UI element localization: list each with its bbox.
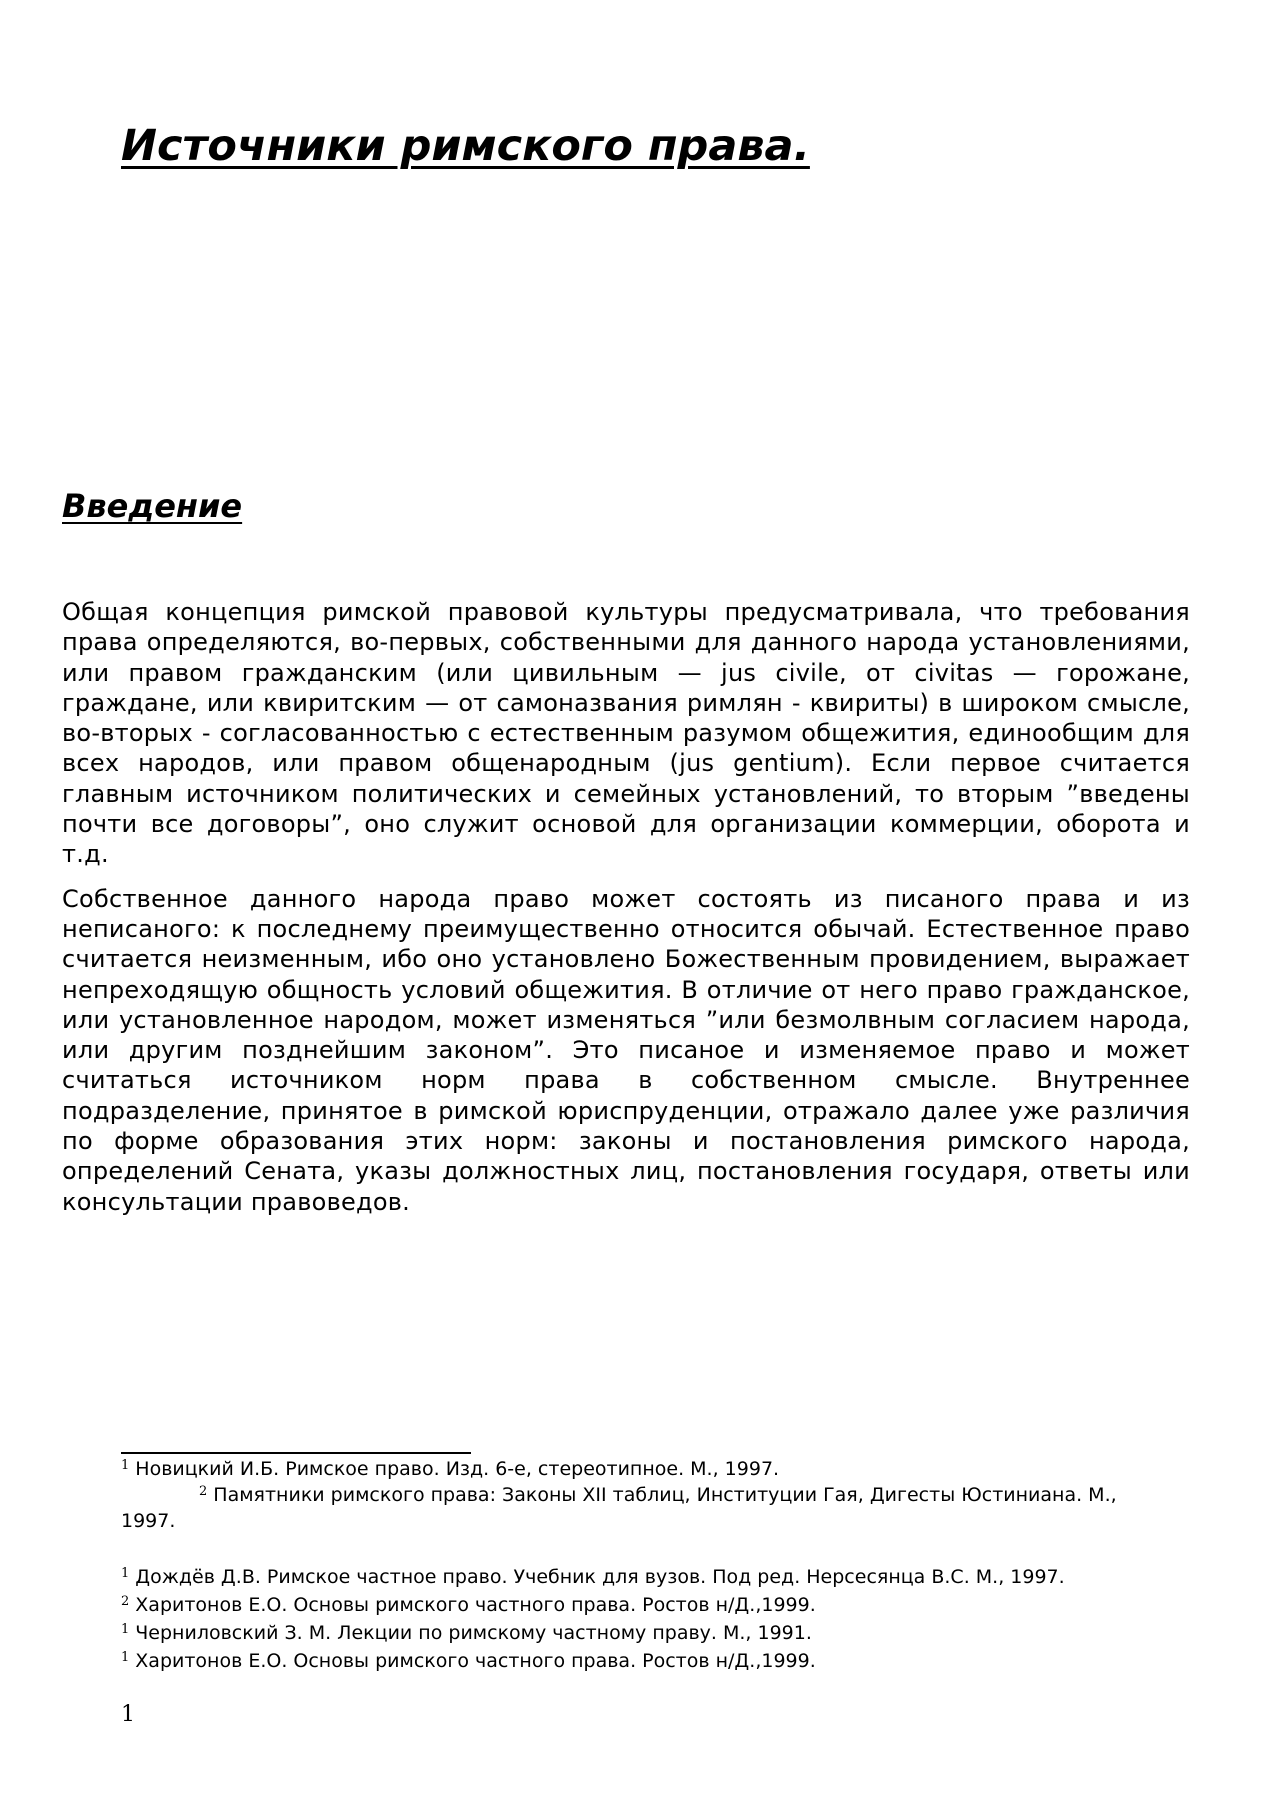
paragraph: Общая концепция римской правовой культуры предусматривала, что требования права определяются, во-первых, собственными для данного народа установлениями, или правом гражданским (или цивильным — jus civile, от civitas — горожане, граждане, или квиритским — от самоназвания римлян - квириты) в широком смысле, во-вторых - согласованностью с естественным разумом общежития, единообщим для всех народов, или правом общенародным (jus gentium). Если первое считается главным источником политических и семейных установлений, то вторым ”введены почти все договоры”, оно служит основой для организации коммерции, оборота и т.д.: [62, 598, 1190, 869]
footnote-text: Харитонов Е.О. Основы римского частного права. Ростов н/Д.,1999.: [135, 1650, 816, 1672]
footnote-gap: [121, 1534, 1131, 1564]
footnote: [121, 1592, 1131, 1618]
footnote-text: Черниловский З. М. Лекции по римскому частному праву. М., 1991.: [135, 1622, 812, 1644]
section-heading-introduction: Введение: [62, 487, 243, 525]
footnote-text: Памятники римского права: Законы XII таблиц, Институции Гая, Дигесты Юстиниана. М., 1997.: [121, 1484, 1117, 1532]
footnotes: [121, 1456, 1131, 1676]
footnote-marker: 1: [121, 1458, 130, 1473]
footnote-text: Дождёв Д.В. Римское частное право. Учебник для вузов. Под ред. Нерсесянца В.С. М., 1997.: [135, 1566, 1065, 1588]
footnote-text: Харитонов Е.О. Основы римского частного права. Ростов н/Д.,1999.: [135, 1594, 816, 1616]
footnote-separator: [121, 1452, 471, 1454]
footnote: [121, 1482, 1131, 1534]
footnote-marker: 1: [121, 1566, 130, 1581]
document-title: Источники римского права.: [121, 121, 810, 171]
footnote: [121, 1456, 1131, 1482]
footnote-marker: 1: [121, 1650, 130, 1665]
page-number: 1: [121, 1702, 135, 1727]
footnote: [121, 1648, 1131, 1674]
footnote-marker: 2: [121, 1594, 130, 1609]
footnote-marker: 1: [121, 1622, 130, 1637]
body-text: [62, 597, 1190, 1231]
paragraph: Собственное данного народа право может состоять из писаного права и из неписаного: к последнему преимущественно относится обычай. Естественное право считается неизменным, ибо оно установлено Божественным провидением, выражает непреходящую общность условий общежития. В отличие от него право гражданское, или установленное народом, может изменяться ”или безмолвным согласием народа, или другим позднейшим законом”. Это писаное и изменяемое право и может считаться источником норм права в собственном смысле. Внутреннее подразделение, принятое в римской юриспруденции, отражало далее уже различия по форме образования этих норм: законы и постановления римского народа, определений Сената, указы должностных лиц, постановления государя, ответы или консультации правоведов.: [62, 884, 1190, 1216]
footnote: [121, 1564, 1131, 1590]
footnote: [121, 1620, 1131, 1646]
footnote-marker: 2: [199, 1484, 208, 1499]
footnote-text: Новицкий И.Б. Римское право. Изд. 6-е, стереотипное. М., 1997.: [135, 1458, 780, 1480]
